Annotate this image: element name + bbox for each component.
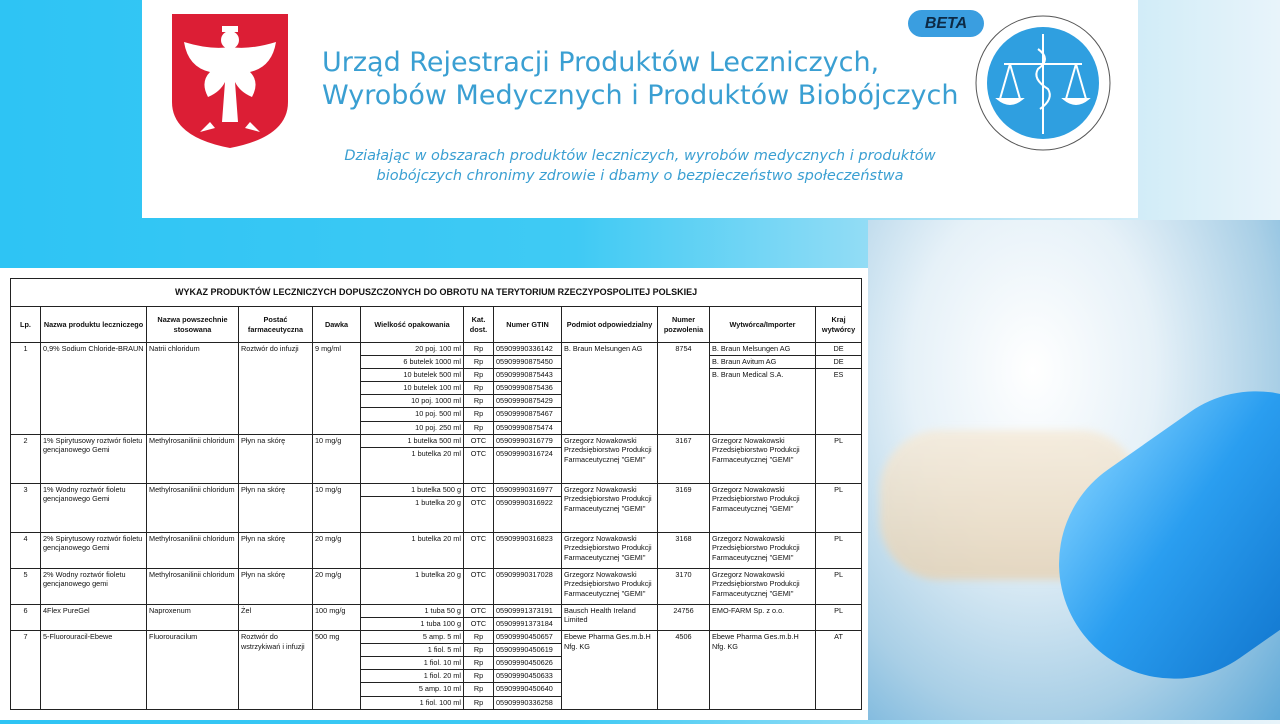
- package-size: 1 tuba 100 g: [361, 617, 464, 630]
- column-header: Wytwórca/Importer: [710, 307, 816, 343]
- manufacturer: Grzegorz Nowakowski Przedsiębiorstwo Produkcji Farmaceutycznej "GEMI": [710, 532, 816, 568]
- package-size: 1 butelka 20 g: [361, 568, 464, 604]
- package-size: 1 tuba 50 g: [361, 604, 464, 617]
- common-name: Methylrosanilinii chloridum: [147, 568, 239, 604]
- package-size: 10 butelek 500 ml: [361, 369, 464, 382]
- permit-number: 8754: [658, 343, 710, 435]
- marketing-authorisation-holder: Grzegorz Nowakowski Przedsiębiorstwo Produkcji Farmaceutycznej "GEMI": [562, 568, 658, 604]
- manufacturer-country: PL: [816, 532, 862, 568]
- manufacturer-country: AT: [816, 631, 862, 710]
- availability-category: Rp: [464, 657, 494, 670]
- column-header: Podmiot odpowiedzialny: [562, 307, 658, 343]
- row-number: 3: [11, 483, 41, 532]
- row-number: 1: [11, 343, 41, 435]
- manufacturer: EMO-FARM Sp. z o.o.: [710, 604, 816, 630]
- package-size: 5 amp. 5 ml: [361, 631, 464, 644]
- column-header: Kat. dost.: [464, 307, 494, 343]
- dose: 100 mg/g: [313, 604, 361, 630]
- beta-badge: BETA: [908, 10, 984, 37]
- permit-number: 3170: [658, 568, 710, 604]
- product-name: 0,9% Sodium Chloride-BRAUN: [41, 343, 147, 435]
- column-header: Lp.: [11, 307, 41, 343]
- column-header: Wielkość opakowania: [361, 307, 464, 343]
- pharmaceutical-form: Roztwór do wstrzykiwań i infuzji: [239, 631, 313, 710]
- gtin-number: 05909990316977: [494, 483, 562, 496]
- availability-category: OTC: [464, 568, 494, 604]
- common-name: Natrii chloridum: [147, 343, 239, 435]
- package-size: 1 fiol. 20 ml: [361, 670, 464, 683]
- product-name: 4Flex PureGel: [41, 604, 147, 630]
- product-name: 2% Spirytusowy roztwór fioletu gencjanowego Gemi: [41, 532, 147, 568]
- pharmaceutical-form: Płyn na skórę: [239, 532, 313, 568]
- marketing-authorisation-holder: Grzegorz Nowakowski Przedsiębiorstwo Produkcji Farmaceutycznej "GEMI": [562, 483, 658, 532]
- package-size: 1 fiol. 10 ml: [361, 657, 464, 670]
- availability-category: Rp: [464, 670, 494, 683]
- package-size: 1 fiol. 5 ml: [361, 644, 464, 657]
- marketing-authorisation-holder: Grzegorz Nowakowski Przedsiębiorstwo Produkcji Farmaceutycznej "GEMI": [562, 434, 658, 483]
- gtin-number: 05909990316823: [494, 532, 562, 568]
- polish-eagle-emblem-icon: [170, 12, 290, 150]
- pharmaceutical-form: Roztwór do infuzji: [239, 343, 313, 435]
- gtin-number: 05909990316922: [494, 496, 562, 532]
- column-header: Kraj wytwórcy: [816, 307, 862, 343]
- row-number: 6: [11, 604, 41, 630]
- gtin-number: 05909991373184: [494, 617, 562, 630]
- tagline: Działając w obszarach produktów leczniczych, wyrobów medycznych i produktów biobójczych chronimy zdrowie i dbamy o bezpieczeństwo społeczeństwa: [344, 148, 936, 184]
- manufacturer-country: PL: [816, 568, 862, 604]
- product-name: 5-Fluorouracil-Ebewe: [41, 631, 147, 710]
- manufacturer: Grzegorz Nowakowski Przedsiębiorstwo Produkcji Farmaceutycznej "GEMI": [710, 568, 816, 604]
- gtin-number: 05909990875443: [494, 369, 562, 382]
- pharmaceutical-form: Żel: [239, 604, 313, 630]
- pharmaceutical-form: Płyn na skórę: [239, 483, 313, 532]
- availability-category: Rp: [464, 696, 494, 709]
- manufacturer-country: PL: [816, 434, 862, 483]
- common-name: Naproxenum: [147, 604, 239, 630]
- product-name: 1% Spirytusowy roztwór fioletu gencjanowego Gemi: [41, 434, 147, 483]
- table-row: [11, 343, 862, 356]
- manufacturer-country: DE: [816, 343, 862, 356]
- manufacturer: Grzegorz Nowakowski Przedsiębiorstwo Produkcji Farmaceutycznej "GEMI": [710, 434, 816, 483]
- table-row: [11, 631, 862, 644]
- table-title: WYKAZ PRODUKTÓW LECZNICZYCH DOPUSZCZONYCH DO OBROTU NA TERYTORIUM RZECZYPOSPOLITEJ POLSKIEJ: [11, 279, 862, 307]
- table-row: [11, 604, 862, 617]
- availability-category: Rp: [464, 356, 494, 369]
- column-header: Numer GTIN: [494, 307, 562, 343]
- package-size: 1 butelka 20 g: [361, 496, 464, 532]
- pharmaceutical-form: Płyn na skórę: [239, 434, 313, 483]
- column-header: Postać farmaceutyczna: [239, 307, 313, 343]
- manufacturer: Ebewe Pharma Ges.m.b.H Nfg. KG: [710, 631, 816, 710]
- product-name: 1% Wodny roztwór fioletu gencjanowego Gemi: [41, 483, 147, 532]
- gtin-number: 05909990336142: [494, 343, 562, 356]
- permit-number: 4506: [658, 631, 710, 710]
- availability-category: Rp: [464, 395, 494, 408]
- permit-number: 3167: [658, 434, 710, 483]
- manufacturer-country: PL: [816, 604, 862, 630]
- availability-category: OTC: [464, 532, 494, 568]
- package-size: 10 poj. 1000 ml: [361, 395, 464, 408]
- gtin-number: 05909990450640: [494, 683, 562, 696]
- gtin-number: 05909990450633: [494, 670, 562, 683]
- permit-number: 3168: [658, 532, 710, 568]
- permit-number: 3169: [658, 483, 710, 532]
- title-line-2: Wyrobów Medycznych i Produktów Biobójczych: [322, 80, 959, 111]
- manufacturer-country: DE: [816, 356, 862, 369]
- row-number: 4: [11, 532, 41, 568]
- dose: 20 mg/g: [313, 532, 361, 568]
- common-name: Methylrosanilinii chloridum: [147, 434, 239, 483]
- gtin-number: 05909990875467: [494, 408, 562, 421]
- dose: 10 mg/g: [313, 434, 361, 483]
- package-size: 1 butelka 500 ml: [361, 434, 464, 447]
- office-title: [322, 46, 958, 112]
- title-line-1: Urząd Rejestracji Produktów Leczniczych,: [322, 47, 880, 78]
- availability-category: OTC: [464, 434, 494, 447]
- availability-category: Rp: [464, 408, 494, 421]
- availability-category: OTC: [464, 496, 494, 532]
- gtin-number: 05909990875429: [494, 395, 562, 408]
- common-name: Methylrosanilinii chloridum: [147, 532, 239, 568]
- availability-category: OTC: [464, 617, 494, 630]
- manufacturer-country: PL: [816, 483, 862, 532]
- availability-category: Rp: [464, 382, 494, 395]
- marketing-authorisation-holder: Grzegorz Nowakowski Przedsiębiorstwo Produkcji Farmaceutycznej "GEMI": [562, 532, 658, 568]
- package-size: 1 butelka 20 ml: [361, 447, 464, 483]
- dose: 9 mg/ml: [313, 343, 361, 435]
- row-number: 2: [11, 434, 41, 483]
- package-size: 20 poj. 100 ml: [361, 343, 464, 356]
- marketing-authorisation-holder: Ebewe Pharma Ges.m.b.H Nfg. KG: [562, 631, 658, 710]
- package-size: 10 butelek 100 ml: [361, 382, 464, 395]
- product-name: 2% Wodny roztwór fioletu gencjanowego gemi: [41, 568, 147, 604]
- pharmaceutical-form: Płyn na skórę: [239, 568, 313, 604]
- gtin-number: 05909990450657: [494, 631, 562, 644]
- table-row: [11, 434, 862, 447]
- availability-category: Rp: [464, 343, 494, 356]
- package-size: 6 butelek 1000 ml: [361, 356, 464, 369]
- package-size: 1 butelka 20 ml: [361, 532, 464, 568]
- dose: 20 mg/g: [313, 568, 361, 604]
- availability-category: Rp: [464, 631, 494, 644]
- package-size: 10 poj. 500 ml: [361, 408, 464, 421]
- marketing-authorisation-holder: B. Braun Melsungen AG: [562, 343, 658, 435]
- gtin-number: 05909990875450: [494, 356, 562, 369]
- gtin-number: 05909991373191: [494, 604, 562, 617]
- package-size: 5 amp. 10 ml: [361, 683, 464, 696]
- table-row: [11, 483, 862, 496]
- availability-category: Rp: [464, 421, 494, 434]
- gtin-number: 05909990875436: [494, 382, 562, 395]
- gtin-number: 05909990316724: [494, 447, 562, 483]
- manufacturer-country: ES: [816, 369, 862, 434]
- gtin-number: 05909990450619: [494, 644, 562, 657]
- gtin-number: 05909990317028: [494, 568, 562, 604]
- column-header: Nazwa powszechnie stosowana: [147, 307, 239, 343]
- gtin-number: 05909990450626: [494, 657, 562, 670]
- availability-category: OTC: [464, 604, 494, 617]
- dose: 500 mg: [313, 631, 361, 710]
- office-seal-logo-icon: [974, 14, 1112, 152]
- row-number: 7: [11, 631, 41, 710]
- package-size: 1 butelka 500 g: [361, 483, 464, 496]
- column-header: Dawka: [313, 307, 361, 343]
- permit-number: 24756: [658, 604, 710, 630]
- package-size: 1 fiol. 100 ml: [361, 696, 464, 709]
- manufacturer: Grzegorz Nowakowski Przedsiębiorstwo Produkcji Farmaceutycznej "GEMI": [710, 483, 816, 532]
- availability-category: OTC: [464, 447, 494, 483]
- manufacturer: B. Braun Medical S.A.: [710, 369, 816, 434]
- availability-category: Rp: [464, 644, 494, 657]
- site-header: [142, 0, 1138, 218]
- dose: 10 mg/g: [313, 483, 361, 532]
- manufacturer: B. Braun Avitum AG: [710, 356, 816, 369]
- common-name: Methylrosanilinii chloridum: [147, 483, 239, 532]
- availability-category: Rp: [464, 369, 494, 382]
- gtin-number: 05909990336258: [494, 696, 562, 709]
- column-header: Numer pozwolenia: [658, 307, 710, 343]
- products-table: [10, 278, 862, 710]
- gtin-number: 05909990316779: [494, 434, 562, 447]
- common-name: Fluorouracilum: [147, 631, 239, 710]
- manufacturer: B. Braun Melsungen AG: [710, 343, 816, 356]
- row-number: 5: [11, 568, 41, 604]
- gtin-number: 05909990875474: [494, 421, 562, 434]
- availability-category: Rp: [464, 683, 494, 696]
- marketing-authorisation-holder: Bausch Health Ireland Limited: [562, 604, 658, 630]
- package-size: 10 poj. 250 ml: [361, 421, 464, 434]
- column-header: Nazwa produktu leczniczego: [41, 307, 147, 343]
- availability-category: OTC: [464, 483, 494, 496]
- document-page: [0, 268, 868, 720]
